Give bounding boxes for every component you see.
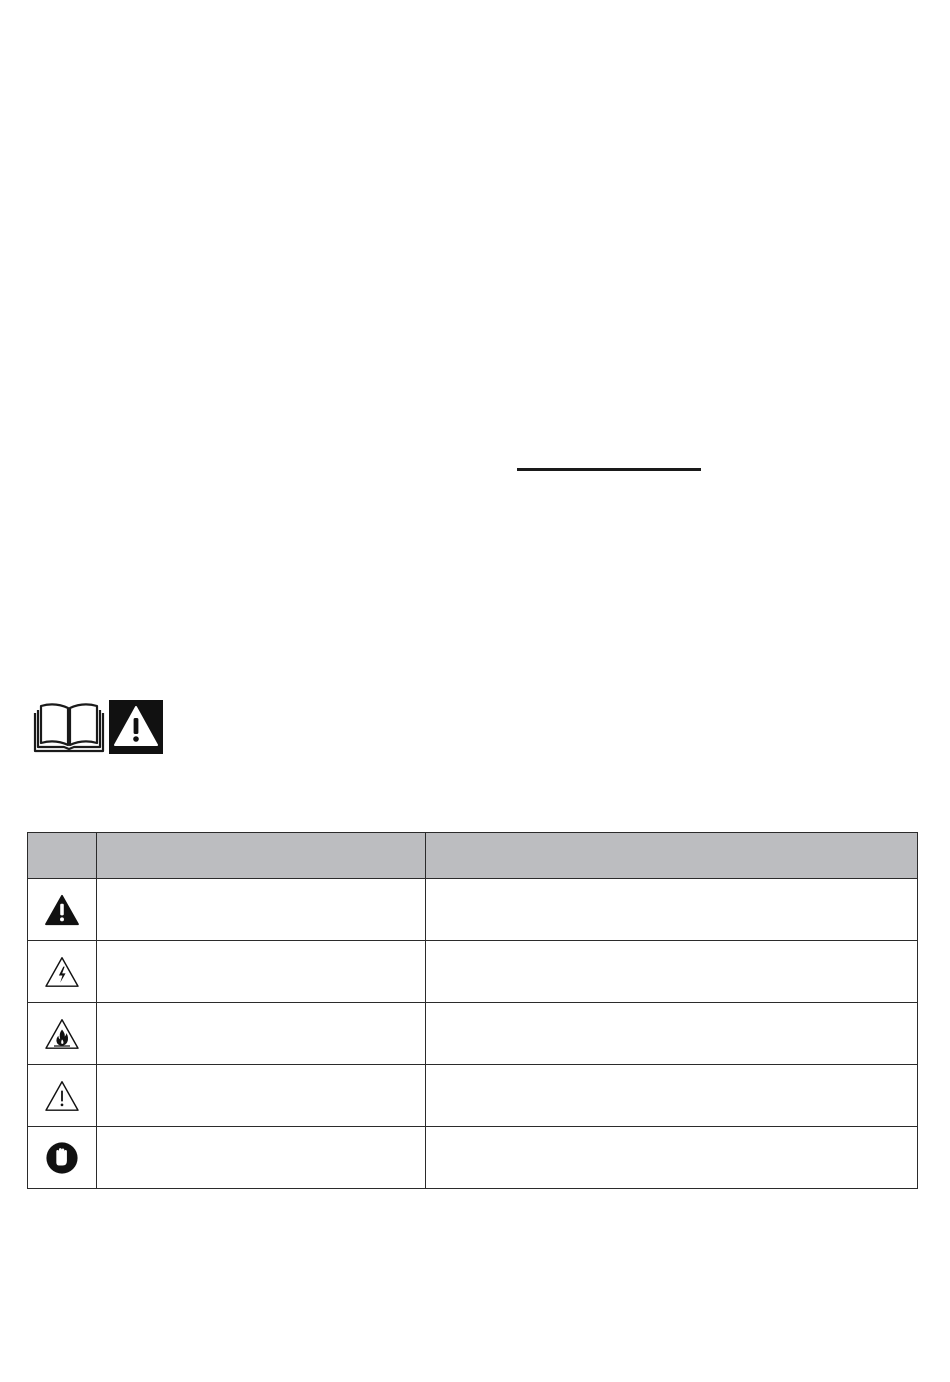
safety-symbols-table: [27, 832, 918, 1189]
table-header-row: [28, 833, 918, 879]
signal-word-cell: [97, 1127, 426, 1189]
symbol-cell: [28, 1127, 97, 1189]
fire-hazard-icon: [44, 1018, 80, 1050]
electric-shock-icon: [44, 956, 80, 988]
table-row: [28, 1127, 918, 1189]
signal-word-cell: [97, 879, 426, 941]
prohibition-hand-icon: [45, 1141, 79, 1175]
header-signal-word: [97, 833, 426, 879]
signal-word-cell: [97, 1065, 426, 1127]
symbol-cell: [28, 1065, 97, 1127]
table-row: [28, 879, 918, 941]
meaning-cell: [426, 941, 918, 1003]
table-row: [28, 941, 918, 1003]
table-row: [28, 1003, 918, 1065]
underline-rule: [517, 468, 701, 471]
caution-icon: [44, 1080, 80, 1112]
signal-word-cell: [97, 941, 426, 1003]
header-symbol: [28, 833, 97, 879]
symbol-cell: [28, 941, 97, 1003]
symbol-cell: [28, 879, 97, 941]
read-manual-icon: [33, 701, 105, 753]
safety-header-icons: [33, 700, 163, 756]
general-warning-icon: [44, 894, 80, 926]
meaning-cell: [426, 1065, 918, 1127]
meaning-cell: [426, 879, 918, 941]
header-meaning: [426, 833, 918, 879]
table-row: [28, 1065, 918, 1127]
meaning-cell: [426, 1127, 918, 1189]
meaning-cell: [426, 1003, 918, 1065]
symbol-cell: [28, 1003, 97, 1065]
warning-icon: [109, 700, 163, 754]
signal-word-cell: [97, 1003, 426, 1065]
